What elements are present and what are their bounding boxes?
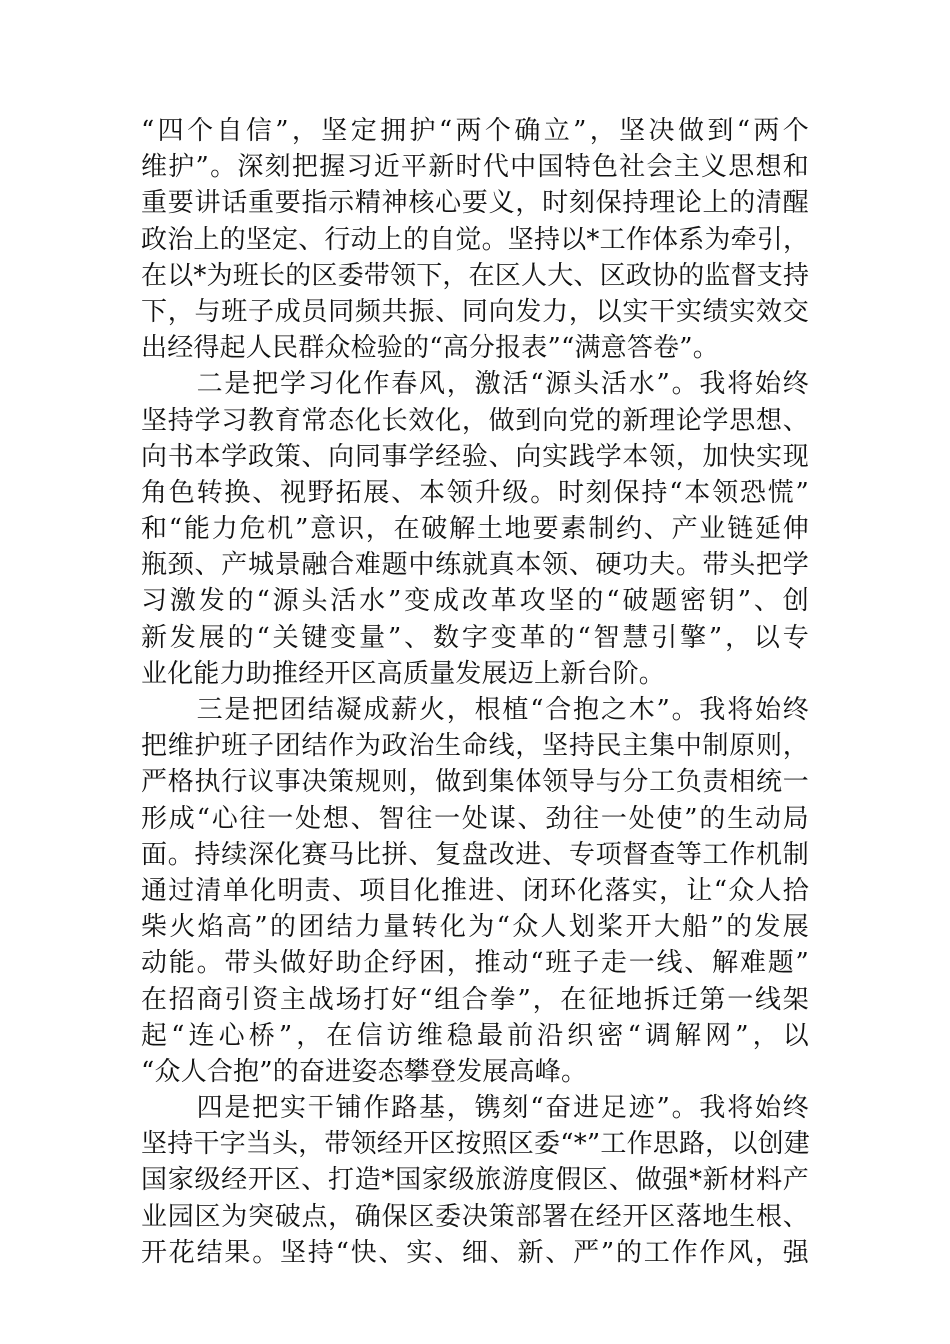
text-line: 形成“心往一处想、智往一处谋、劲往一处使”的生动局 bbox=[141, 803, 809, 834]
text-line: 二是把学习化作春风，激活“源头活水”。我将始终 bbox=[141, 369, 809, 400]
text-line: 下，与班子成员同频共振、同向发力，以实干实绩实效交 bbox=[141, 296, 809, 327]
text-line: 新发展的“关键变量”、数字变革的“智慧引擎”，以专 bbox=[141, 622, 809, 653]
text-line: 开花结果。坚持“快、实、细、新、严”的工作作风，强 bbox=[141, 1237, 809, 1268]
text-line: 政治上的坚定、行动上的自觉。坚持以*工作体系为牵引， bbox=[141, 224, 810, 255]
text-line: 三是把团结凝成薪火，根植“合抱之木”。我将始终 bbox=[141, 695, 809, 725]
text-line: 业化能力助推经开区高质量发展迈上新台阶。 bbox=[141, 658, 666, 689]
text-line: 柴火焰高”的团结力量转化为“众人划桨开大船”的发展 bbox=[141, 912, 809, 943]
text-line: “四个自信”，坚定拥护“两个确立”，坚决做到“两个 bbox=[141, 116, 809, 146]
text-line: 瓶颈、产城景融合难题中练就真本领、硬功夫。带头把学 bbox=[141, 550, 809, 581]
text-line: 维护”。深刻把握习近平新时代中国特色社会主义思想和 bbox=[141, 152, 809, 183]
text-line: 坚持学习教育常态化长效化，做到向党的新理论学思想、 bbox=[141, 405, 809, 436]
text-line: 通过清单化明责、项目化推进、闭环化落实，让“众人拾 bbox=[141, 875, 809, 906]
text-line: 业园区为突破点，确保区委决策部署在经开区落地生根、 bbox=[141, 1201, 809, 1232]
text-line: 角色转换、视野拓展、本领升级。时刻保持“本领恐慌” bbox=[141, 477, 809, 508]
text-line: 在招商引资主战场打好“组合拳”，在征地拆迁第一线架 bbox=[141, 984, 809, 1015]
text-line: 在以*为班长的区委带领下，在区人大、区政协的监督支持 bbox=[141, 260, 810, 291]
text-line: 向书本学政策、向同事学经验、向实践学本领，加快实现 bbox=[141, 441, 809, 472]
text-line: 习激发的“源头活水”变成改革攻坚的“破题密钥”、创 bbox=[141, 586, 809, 617]
text-line: 起“连心桥”，在信访维稳最前沿织密“调解网”，以 bbox=[141, 1020, 809, 1051]
text-line: 重要讲话重要指示精神核心要义，时刻保持理论上的清醒 bbox=[141, 188, 809, 219]
text-line: 动能。带头做好助企纾困，推动“班子走一线、解难题” bbox=[141, 948, 809, 979]
text-line: 坚持干字当头，带领经开区按照区委“*”工作思路，以创建 bbox=[141, 1129, 810, 1160]
text-line: “众人合抱”的奋进姿态攀登发展高峰。 bbox=[141, 1056, 588, 1087]
text-line: 国家级经开区、打造*国家级旅游度假区、做强*新材料产 bbox=[141, 1165, 809, 1196]
document-body bbox=[141, 113, 809, 1271]
text-line: 面。持续深化赛马比拼、复盘改进、专项督查等工作机制 bbox=[141, 839, 809, 870]
text-line: 四是把实干铺作路基，镌刻“奋进足迹”。我将始终 bbox=[141, 1093, 809, 1124]
text-line: 严格执行议事决策规则，做到集体领导与分工负责相统一 bbox=[141, 767, 809, 798]
text-line: 出经得起人民群众检验的“高分报表”“满意答卷”。 bbox=[141, 333, 719, 364]
text-line: 把维护班子团结作为政治生命线，坚持民主集中制原则， bbox=[141, 731, 809, 762]
text-line: 和“能力危机”意识，在破解土地要素制约、产业链延伸 bbox=[141, 514, 809, 545]
